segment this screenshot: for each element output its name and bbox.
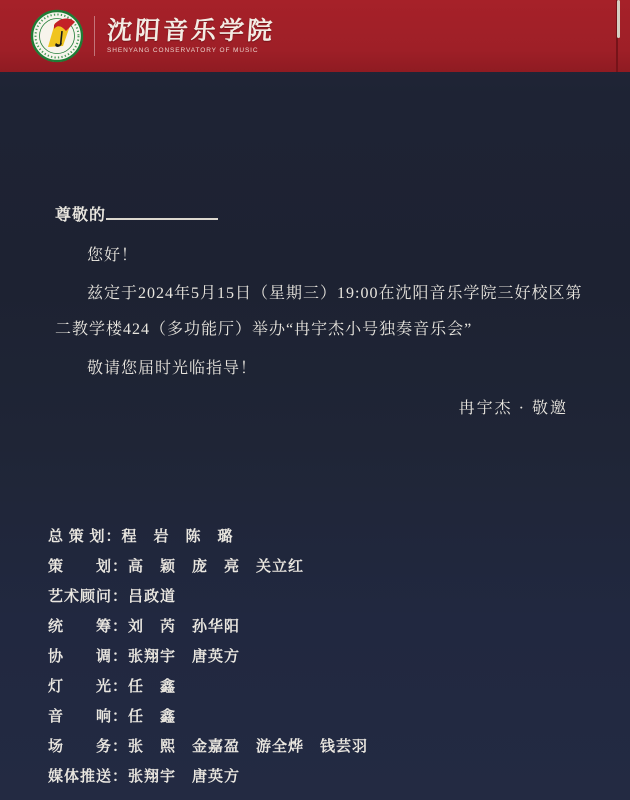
- credit-names: 张翔宇 唐英方: [128, 769, 241, 785]
- credit-names: 张 熙 金嘉盈 游全烨 钱芸羽: [128, 739, 369, 755]
- credit-row: [48, 582, 568, 612]
- salutation-line: [55, 204, 568, 228]
- credit-role-label: 场 务：: [48, 739, 129, 755]
- credit-role-label: 媒体推送：: [48, 769, 129, 785]
- credit-role-label: 统 筹：: [48, 619, 129, 635]
- credit-row: [48, 552, 568, 582]
- school-name-english: SHENYANG CONSERVATORY OF MUSIC: [107, 47, 259, 55]
- invitation-body-line-2: 二教学楼424（多功能厅）举办“冉宇杰小号独奏音乐会”: [55, 321, 473, 338]
- closing-line: 敬请您届时光临指导！: [87, 360, 258, 377]
- credit-row: [48, 762, 568, 792]
- signature-line: 冉宇杰 · 敬邀: [458, 400, 568, 417]
- salutation-prefix: 尊敬的: [55, 207, 107, 224]
- credit-row: [48, 702, 568, 732]
- credit-role-label: 艺术顾问：: [48, 589, 129, 605]
- credit-row: [48, 732, 568, 762]
- credit-row: [48, 522, 568, 552]
- credits-list: [48, 522, 568, 792]
- credit-names: 吕政道: [128, 589, 177, 605]
- conservatory-emblem-icon: [30, 9, 84, 63]
- credit-names: 张翔宇 唐英方: [128, 649, 241, 665]
- invitation-body-line-1: 兹定于2024年5月15日（星期三）19:00在沈阳音乐学院三好校区第: [87, 285, 583, 302]
- header-bar: [0, 0, 630, 72]
- header-divider: [94, 16, 95, 56]
- scrollbar-thumb[interactable]: [617, 0, 620, 38]
- credit-row: [48, 642, 568, 672]
- credit-names: 程 岩 陈 璐: [121, 529, 234, 545]
- credit-names: 任 鑫: [128, 679, 177, 695]
- credit-role-label: 灯 光：: [48, 679, 129, 695]
- recipient-blank-underline: [106, 204, 218, 220]
- credit-role-label: 音 响：: [48, 709, 129, 725]
- greeting-line: 您好！: [87, 247, 139, 264]
- credit-row: [48, 612, 568, 642]
- credit-names: 任 鑫: [128, 709, 177, 725]
- invitation-letter: [0, 72, 630, 800]
- credit-role-label: 协 调：: [48, 649, 129, 665]
- credit-names: 刘 芮 孙华阳: [128, 619, 241, 635]
- credit-names: 高 颖 庞 亮 关立红: [128, 559, 305, 575]
- credit-role-label: 策 划：: [48, 559, 129, 575]
- credit-role-label: 总 策 划：: [48, 529, 122, 545]
- school-name: 沈阳音乐学院: [106, 17, 276, 45]
- credit-row: [48, 672, 568, 702]
- school-title-block: [107, 18, 275, 55]
